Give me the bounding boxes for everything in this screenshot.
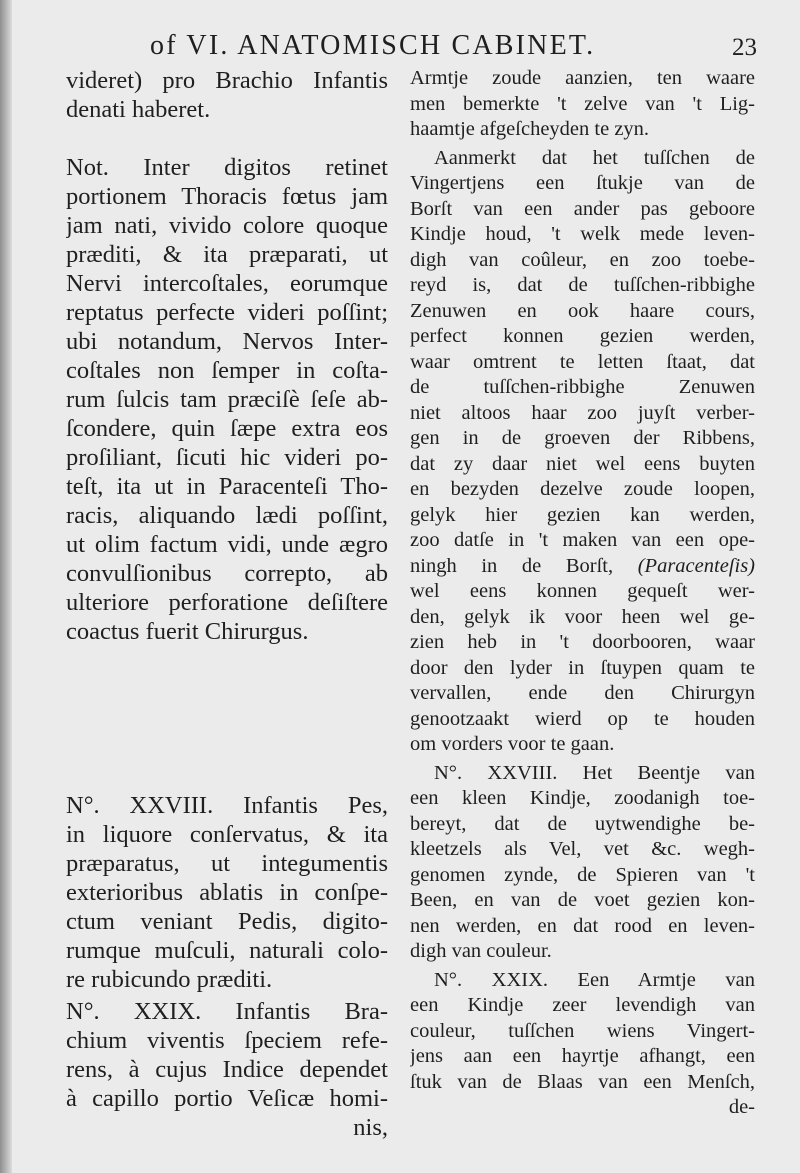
text-line: vervallen, ende den Chirurgyn: [410, 682, 755, 704]
text-line: gen in de groeven der Ribbens,: [410, 427, 755, 449]
dutch-paragraph: [410, 146, 755, 758]
text-line: præparatus, ut integumentis: [66, 850, 388, 877]
text-line: jam nati, vivido colore quoque: [66, 212, 388, 239]
latin-column: [66, 66, 388, 1142]
text-line: waar omtrent te letten ſtaat, dat: [410, 350, 755, 373]
text-line: reyd is, dat de tuſſchen-ribbighe: [410, 274, 755, 296]
text-line: jens aan een hayrtje afhangt, een: [410, 1045, 755, 1067]
dutch-paragraph: [410, 761, 755, 965]
text-line-with-term: ningh in de Borſt, (Paracenteſis): [410, 554, 755, 577]
text-line: ut olim factum vidi, unde ægro: [66, 531, 388, 558]
text-line: door den lyder in ſtuypen quam te: [410, 656, 755, 679]
text-line: zoo datſe in 't maken van een ope-: [410, 529, 755, 551]
text-line: een Kindje zeer levendigh van: [410, 994, 755, 1016]
text-line: convulſionibus correpto, ab: [66, 560, 388, 587]
running-head: of VI. ANATOMISCH CABINET.: [150, 30, 596, 61]
text-line: Nervi intercoſtales, eorumque: [66, 270, 388, 297]
text-line: N°. XXIX. Infantis Bra-: [66, 998, 388, 1025]
dutch-column: [410, 66, 755, 1121]
text-line: nis,: [353, 1114, 388, 1141]
dutch-paragraph: [410, 968, 755, 1121]
text-line: perfect konnen gezien werden,: [410, 325, 755, 347]
text-line: N°. XXIX. Een Armtje van: [434, 968, 755, 991]
text-line: om vorders voor te gaan.: [410, 733, 615, 755]
text-line: Kindje houd, 't welk mede leven-: [410, 223, 755, 245]
text-line: coſtales non ſemper in coſta-: [66, 357, 388, 384]
text-line: couleur, tuſſchen wiens Vingert-: [410, 1019, 755, 1042]
text-line: portionem Thoracis fœtus jam: [66, 183, 388, 210]
text-line: re rubicundo præditi.: [66, 966, 273, 993]
text-line: dat zy daar niet wel eens buyten: [410, 452, 755, 475]
text-line: en bezyden dezelve zoude loopen,: [410, 478, 755, 500]
text-line: ſtuk van de Blaas van een Menſch,: [410, 1070, 755, 1093]
text-line: zien heb in 't doorbooren, waar: [410, 631, 755, 653]
text-line: Not. Inter digitos retinet: [66, 154, 388, 181]
latin-paragraph: [66, 153, 388, 646]
text-line: Zenuwen en ook haare cours,: [410, 299, 755, 322]
text-line: genootzaakt wierd op te houden: [410, 707, 755, 730]
text-line: præditi, & ita præparati, ut: [66, 241, 388, 268]
text-line: den, gelyk ik voor heen wel ge-: [410, 605, 755, 628]
text-line: kleetzels als Vel, vet &c. wegh-: [410, 838, 755, 860]
text-line: ſcondere, quin ſæpe extra eos: [66, 415, 388, 442]
text-line: videret) pro Brachio Infantis: [66, 67, 388, 94]
text-line: à capillo portio Veſicæ homi-: [66, 1085, 388, 1112]
text-line: rum ſulcis tam præciſè ſeſe ab-: [66, 386, 388, 413]
text-line: Been, en van de voet gezien kon-: [410, 889, 755, 911]
text-line: N°. XXVIII. Infantis Pes,: [66, 792, 388, 819]
text-line: ulteriore perforatione deſiſtere: [66, 589, 388, 616]
text-line: reptatus perfecte videri poſſint;: [66, 299, 388, 326]
text-line: denati haberet.: [66, 96, 211, 123]
text-line: wel eens konnen gequeſt wer-: [410, 580, 755, 602]
latin-paragraph: [66, 66, 388, 124]
page-number: 23: [732, 34, 757, 61]
text-line: de tuſſchen-ribbighe Zenuwen: [410, 376, 755, 398]
italic-term: (Paracenteſis): [637, 554, 755, 577]
latin-paragraph: [66, 997, 388, 1142]
text-line: digh van coûleur, en zoo toebe-: [410, 248, 755, 271]
dutch-paragraph: [410, 66, 755, 143]
text-line: genomen zynde, de Spieren van 't: [410, 863, 755, 886]
page-header: [0, 26, 800, 70]
text-line: in liquore conſervatus, & ita: [66, 821, 388, 848]
text-line: men bemerkte 't zelve van 't Lig-: [410, 92, 755, 115]
text-line: coactus fuerit Chirurgus.: [66, 618, 309, 645]
latin-paragraph: [66, 791, 388, 994]
text-line: racis, aliquando lædi poſſint,: [66, 502, 388, 529]
text-line: rens, à cujus Indice dependet: [66, 1056, 388, 1083]
text-line: een kleen Kindje, zoodanigh toe-: [410, 787, 755, 809]
text-line: niet altoos haar zoo juyſt verber-: [410, 401, 755, 424]
text-line: Vingertjens een ſtukje van de: [410, 172, 755, 194]
text-line: rumque muſculi, naturali colo-: [66, 937, 388, 964]
text-line: ubi notandum, Nervos Inter-: [66, 328, 388, 355]
text-line: chium viventis ſpeciem refe-: [66, 1027, 388, 1054]
text-line: Borſt van een ander pas geboore: [410, 197, 755, 220]
text-line: N°. XXVIII. Het Beentje van: [434, 761, 755, 784]
catchword: de-: [728, 1096, 755, 1118]
text-line: ctum veniant Pedis, digito-: [66, 908, 388, 935]
text-line: Aanmerkt dat het tuſſchen de: [434, 146, 755, 169]
text-line: exterioribus ablatis in conſpe-: [66, 879, 388, 906]
text-line: teſt, ita ut in Paracenteſi Tho-: [66, 473, 388, 500]
text-line: gelyk hier gezien kan werden,: [410, 503, 755, 526]
text-line: digh van couleur.: [410, 940, 552, 962]
text-line: nen werden, en dat rood en leven-: [410, 914, 755, 937]
text-line: bereyt, dat de uytwendighe be-: [410, 812, 755, 835]
text-line: Armtje zoude aanzien, ten waare: [410, 67, 755, 89]
text-line: haamtje afgeſcheyden te zyn.: [410, 118, 650, 140]
text-line: proſiliant, ſicuti hic videri po-: [66, 444, 388, 471]
